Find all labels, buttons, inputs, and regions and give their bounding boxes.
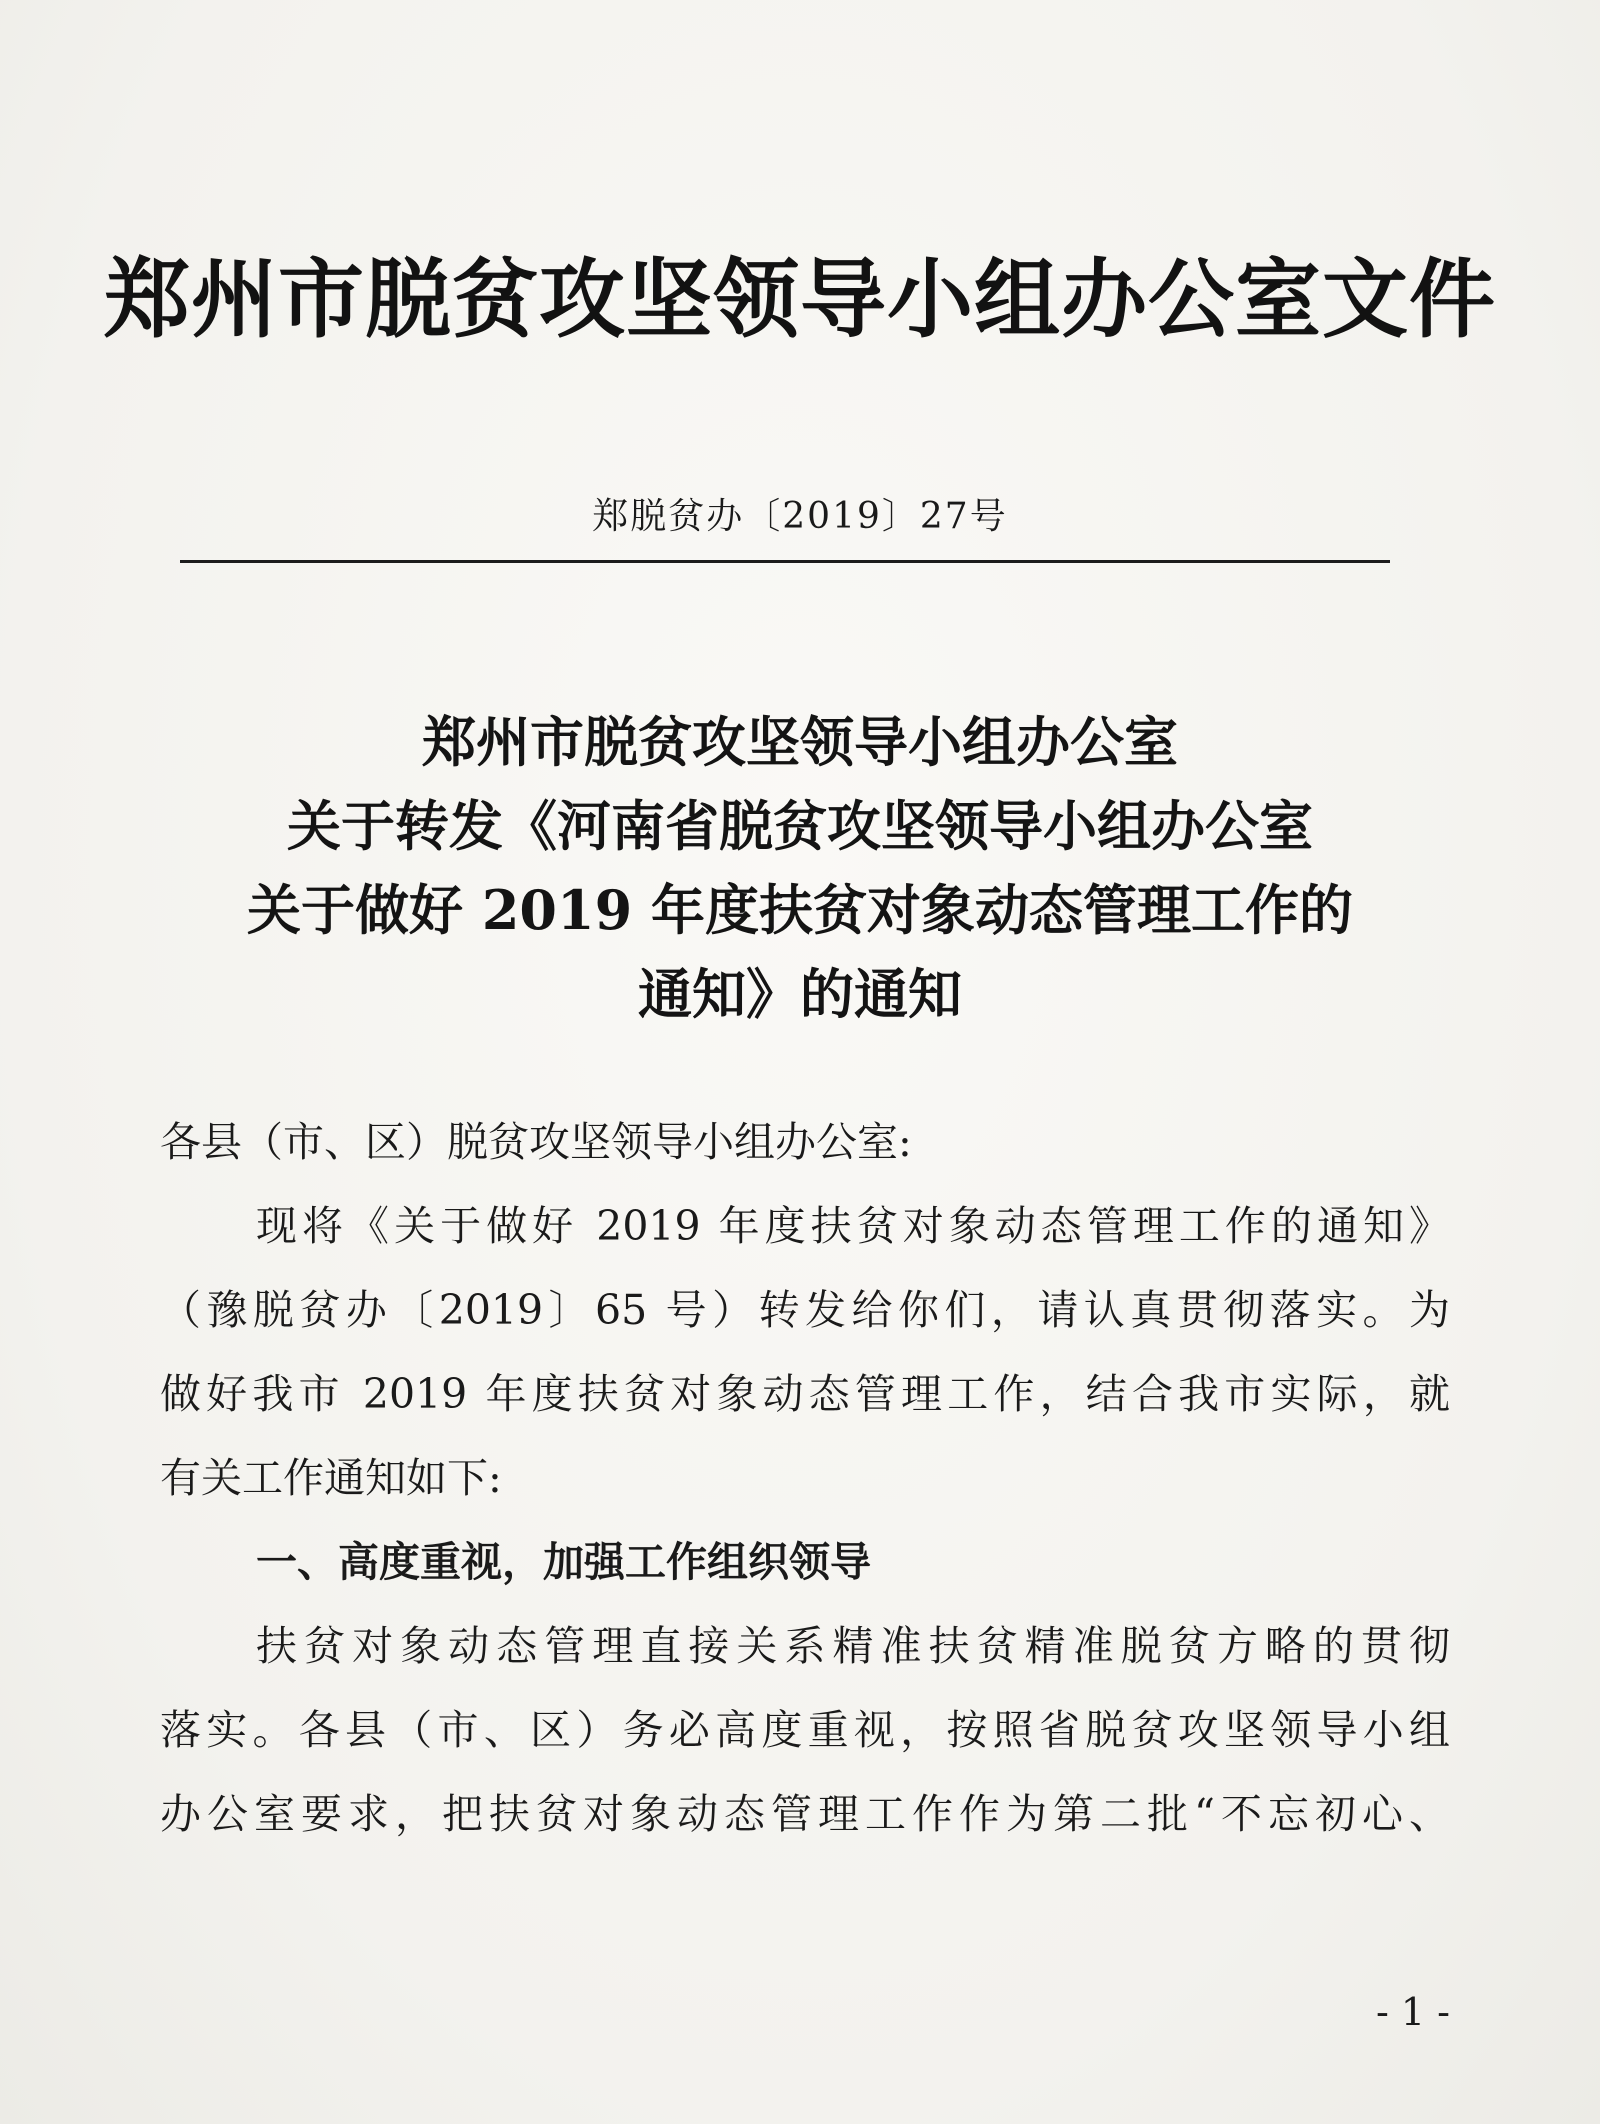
paragraph-line: 办公室要求，把扶贫对象动态管理工作作为第二批“不忘初心、 xyxy=(160,1790,1450,1838)
document-header-title: 郑州市脱贫攻坚领导小组办公室文件 xyxy=(104,249,1496,350)
section-heading: 一、高度重视，加强工作组织领导 xyxy=(256,1538,871,1586)
notice-body xyxy=(160,1100,1450,1856)
recipient-line: 各县（市、区）脱贫攻坚领导小组办公室: xyxy=(160,1118,912,1166)
paragraph-line: 有关工作通知如下: xyxy=(160,1454,502,1502)
header-divider xyxy=(180,560,1390,563)
notice-subject xyxy=(0,700,1600,1036)
page-number: - 1 - xyxy=(1375,1990,1450,2034)
paragraph-line: 做好我市 2019 年度扶贫对象动态管理工作，结合我市实际，就 xyxy=(160,1370,1450,1418)
paragraph-line: 扶贫对象动态管理直接关系精准扶贫精准脱贫方略的贯彻 xyxy=(256,1622,1450,1670)
subject-line: 关于做好 2019 年度扶贫对象动态管理工作的 xyxy=(247,878,1353,942)
document-number: 郑脱贫办〔2019〕27号 xyxy=(592,496,1008,537)
subject-line: 关于转发《河南省脱贫攻坚领导小组办公室 xyxy=(287,794,1313,858)
paragraph-line: 现将《关于做好 2019 年度扶贫对象动态管理工作的通知》 xyxy=(256,1202,1450,1250)
paragraph-line: 落实。各县（市、区）务必高度重视，按照省脱贫攻坚领导小组 xyxy=(160,1706,1450,1754)
subject-line: 郑州市脱贫攻坚领导小组办公室 xyxy=(422,710,1178,774)
paragraph-line: （豫脱贫办〔2019〕65 号）转发给你们，请认真贯彻落实。为 xyxy=(160,1286,1450,1334)
subject-line: 通知》的通知 xyxy=(638,962,962,1026)
